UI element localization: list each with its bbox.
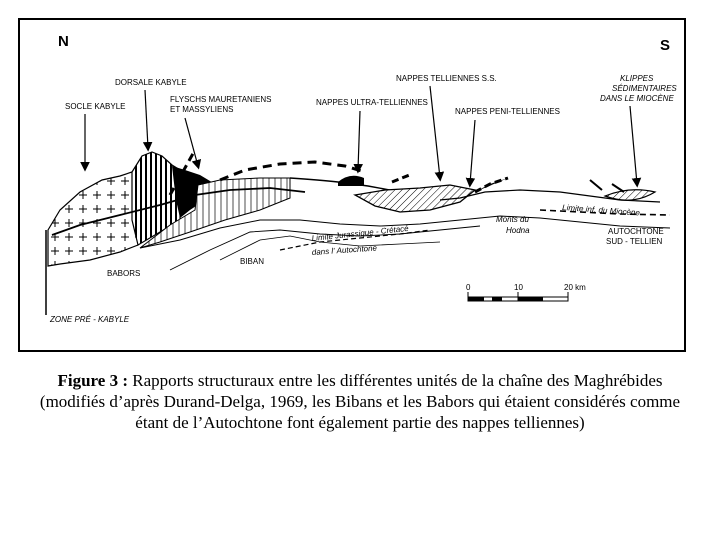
label-babors: BABORS	[107, 269, 141, 278]
caption-text: Rapports structuraux entre les différentes unités de la chaîne des Maghrébides (modifiés d’après Durand-Delga, 1969, les Bibans et les Babors qui étaient considérés comme étant de l’Autochtone font également partie des nappes telliennes)	[39, 371, 681, 432]
arrow-nappes-ultra	[358, 111, 360, 170]
label-biban: BIBAN	[240, 257, 265, 266]
label-nappes-telliennes: NAPPES TELLIENNES S.S.	[396, 74, 497, 83]
label-klippes-line2: SÉDIMENTAIRES	[612, 84, 677, 93]
label-klippes-line1: KLIPPES	[620, 74, 654, 83]
label-flyschs-line2: ET MASSYLIENS	[170, 105, 234, 114]
label-autochtone-line2: SUD - TELLIEN	[606, 237, 663, 246]
arrow-klippes	[630, 106, 637, 184]
label-zone-pre-kabyle: ZONE PRÉ - KABYLE	[50, 315, 130, 324]
thrust-dashed-mid	[392, 174, 412, 182]
label-socle-kabyle: SOCLE KABYLE	[65, 102, 126, 111]
label-dorsale-kabyle: DORSALE KABYLE	[115, 78, 187, 87]
thrust-dashed-top	[220, 162, 365, 180]
scale-tick-10: 10	[514, 283, 523, 292]
label-limite-miocene: Limite inf. du Miocène	[561, 203, 641, 218]
label-monts-line1: Monts du	[496, 215, 529, 224]
label-autochtone-line1: AUTOCHTONE	[608, 227, 664, 236]
label-limite-jurassique-line1: Limite Jurassique - Crétacé	[311, 223, 410, 243]
scale-tick-20km: 20 km	[564, 283, 586, 292]
label-nappes-ultra: NAPPES ULTRA-TELLIENNES	[316, 98, 428, 107]
klippes-lens	[605, 190, 655, 200]
arrow-nappes-telliennes	[430, 86, 440, 178]
caption-label: Figure 3 :	[57, 371, 128, 390]
label-monts-line2: Hodna	[506, 226, 530, 235]
socle-kabyle-unit	[48, 170, 138, 266]
label-klippes-line3: DANS LE MIOCÈNE	[600, 94, 674, 103]
arrow-dorsale-kabyle	[145, 90, 148, 148]
arrow-nappes-peni	[470, 120, 475, 184]
klippes-marks	[590, 180, 624, 192]
thrust-dashed-right	[475, 178, 508, 192]
label-flyschs-line1: FLYSCHS MAURETANIENS	[170, 95, 272, 104]
cross-section-diagram	[20, 20, 684, 350]
figure-caption	[24, 370, 696, 433]
scale-bar	[466, 283, 586, 301]
scale-tick-0: 0	[466, 283, 471, 292]
figure-frame	[18, 18, 686, 352]
label-limite-jurassique-line2: dans l' Autochtone	[311, 243, 378, 257]
north-label: N	[58, 33, 69, 50]
label-nappes-peni: NAPPES PENI-TELLIENNES	[455, 107, 560, 116]
south-label: S	[660, 37, 671, 54]
